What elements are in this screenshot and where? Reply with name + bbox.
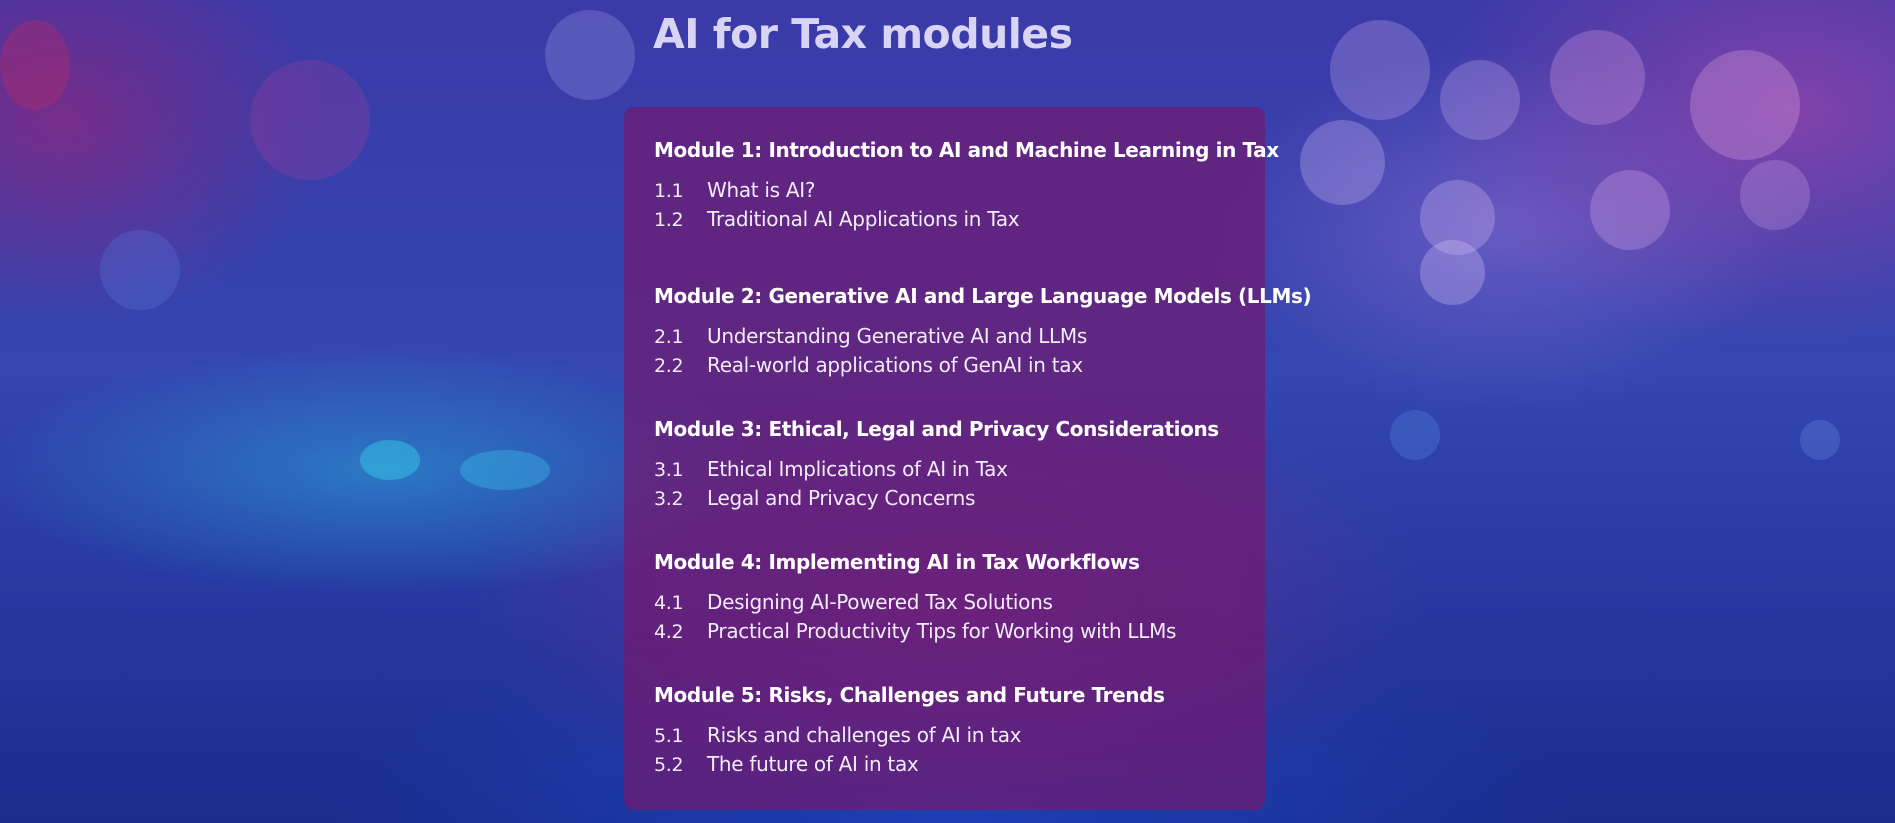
bokeh-light — [1300, 120, 1385, 205]
lesson-label: Risks and challenges of AI in tax — [707, 723, 1022, 747]
lesson-label: Practical Productivity Tips for Working with LLMs — [707, 619, 1177, 643]
lesson-item — [654, 590, 1265, 619]
lesson-number: 4.2 — [654, 621, 684, 643]
module-title: Module 1: Introduction to AI and Machine Learning in Tax — [654, 138, 1279, 162]
lesson-item — [654, 324, 1265, 353]
lesson-label: Designing AI-Powered Tax Solutions — [707, 590, 1053, 614]
bokeh-light — [1550, 30, 1645, 125]
lesson-number: 1.1 — [654, 180, 684, 202]
bokeh-light — [1440, 60, 1520, 140]
module-4 — [654, 550, 1265, 648]
lesson-item — [654, 723, 1265, 752]
module-2 — [654, 284, 1312, 382]
lesson-number: 4.1 — [654, 592, 684, 614]
bokeh-light — [1420, 240, 1485, 305]
module-title: Module 3: Ethical, Legal and Privacy Considerations — [654, 417, 1219, 441]
module-5 — [654, 683, 1265, 781]
module-1 — [654, 138, 1279, 236]
bokeh-light — [1330, 20, 1430, 120]
bokeh-light — [460, 450, 550, 490]
modules-panel — [624, 107, 1312, 810]
bokeh-light — [250, 60, 370, 180]
bokeh-light — [1390, 410, 1440, 460]
module-title: Module 4: Implementing AI in Tax Workflows — [654, 550, 1140, 574]
bokeh-light — [1740, 160, 1810, 230]
bokeh-light — [100, 230, 180, 310]
lesson-item — [654, 178, 1265, 207]
bokeh-light — [360, 440, 420, 480]
lesson-label: Real-world applications of GenAI in tax — [707, 353, 1083, 377]
bokeh-light — [545, 10, 635, 100]
lesson-label: Ethical Implications of AI in Tax — [707, 457, 1008, 481]
lesson-item — [654, 752, 1265, 781]
bokeh-light — [1690, 50, 1800, 160]
lesson-label: The future of AI in tax — [707, 752, 919, 776]
lesson-number: 5.2 — [654, 754, 684, 776]
lesson-label: Legal and Privacy Concerns — [707, 486, 976, 510]
lesson-number: 3.2 — [654, 488, 684, 510]
bokeh-light — [1590, 170, 1670, 250]
page-title: AI for Tax modules — [653, 10, 1073, 58]
lesson-number: 3.1 — [654, 459, 684, 481]
bokeh-light — [1800, 420, 1840, 460]
bokeh-light — [1420, 180, 1495, 255]
module-title: Module 2: Generative AI and Large Language Models (LLMs) — [654, 284, 1312, 308]
lesson-item — [654, 619, 1265, 648]
lesson-number: 2.2 — [654, 355, 684, 377]
lesson-number: 2.1 — [654, 326, 684, 348]
lesson-item — [654, 353, 1265, 382]
lesson-number: 5.1 — [654, 725, 684, 747]
lesson-item — [654, 486, 1265, 515]
lesson-label: Traditional AI Applications in Tax — [707, 207, 1020, 231]
bokeh-light — [0, 20, 70, 110]
lesson-number: 1.2 — [654, 209, 684, 231]
lesson-item — [654, 457, 1265, 486]
lesson-label: Understanding Generative AI and LLMs — [707, 324, 1087, 348]
lesson-item — [654, 207, 1265, 236]
lesson-label: What is AI? — [707, 178, 816, 202]
module-3 — [654, 417, 1265, 515]
module-title: Module 5: Risks, Challenges and Future Trends — [654, 683, 1165, 707]
